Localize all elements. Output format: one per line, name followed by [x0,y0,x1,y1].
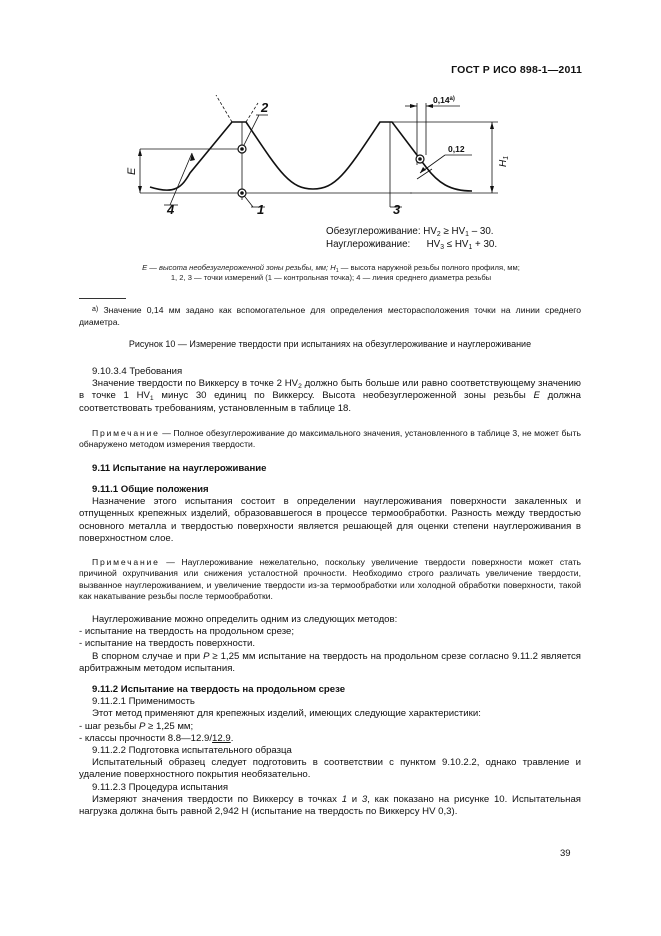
subsection-heading: 9.11.1 Общие положения [92,484,209,495]
thread-profile-figure [120,95,520,220]
label-dim-012: 0,12 [448,144,465,154]
page-header: ГОСТ Р ИСО 898-1—2011 [451,64,582,76]
list-item: - испытание на твердость на продольном срезе; [79,626,295,638]
subsection-heading: 9.11.2 Испытание на твердость на продольном срезе [92,684,346,695]
section-heading-9-11: 9.11 Испытание на науглероживание [92,463,267,474]
methods-block: Науглероживание можно определить одним из следующих методов: - испытание на твердость на продольном срезе; - испытание на твердость поверхности. В спорном случае и при P ≥ 1,25 мм испытание на твердость на продольном срезе согласно 9.11.2 является арбитражным методом испытания. [79,614,581,674]
section-heading: 9.10.3.4 Требования [92,366,183,377]
label-dim-014: $0,14^{а)}$ [433,95,455,105]
page-number: 39 [560,848,571,859]
figure-legend: E — высота необезуглероженной зоны резьбы, мм; $H_1$ — высота наружной резьбы полного профиля, мм; 1, 2, 3 — точки измерений (1 — контрольная точка); 4 — линия среднего диаметра резьбы [142,263,520,282]
list-item: - классы прочности 8.8—12.9/12.9. [79,732,234,744]
note-decarburization: Примечание — Полное обезуглероживание до максимального значения, установленного в таблице 3, не может быть обнаружено методом измерения твердости. [79,428,581,450]
paragraph: Назначение этого испытания состоит в определении науглероживания поверхности закаленных и отпущенных крепежных изделий, образовавшегося в процессе термообработки. Разность между твердостью основного металла и твердостью поверхности является решающей для оценки степени науглероживания в поверхностном слое. [79,496,581,544]
label-e: E [126,167,138,175]
section-9-11-2: 9.11.2 Испытание на твердость на продольном срезе 9.11.2.1 Применимость Этот метод применяют для крепежных изделий, имеющих следующие характеристики: - шаг резьбы P ≥ 1,25 мм; - классы прочности 8.8—12.9/12.9. 9.11.2.2 Подготовка испытательного образца Испытательный образец следует подготовить в соответствии с пунктом 9.10.2.2, однако травление и удаление поверхностного покрытия необязательно. 9.11.2.3 Процедура испытания Измеряют значения твердости по Виккерсу в точках 1 и 3, как показано на рисунке 10. Испытательная нагрузка должна быть равной 2,942 Н (испытание на твердость по Виккерсу HV 0,3). [79,684,581,818]
footnote-separator [79,298,126,299]
paragraph: Значение твердости по Виккерсу в точке 2 $HV_2$ должно быть больше или равно соответствующему значению в точке 1 $HV_1$ минус 30 единиц по Виккерсу. Высота необезуглероженной зоны резьбы E должна соответствовать требованиям, установленным в таблице 18. [79,378,582,414]
list-item: - шаг резьбы P ≥ 1,25 мм; [79,720,194,732]
footnote: $^{а)}$ Значение 0,14 мм задано как вспомогательное для определения месторасположения точки на линии среднего диаметра. [79,305,581,327]
label-3: 3 [393,202,401,217]
label-2: 2 [261,100,269,115]
formula-carburization: Науглероживание: $HV_3 \le HV_1 + 30$. [326,239,498,251]
note-carburization: Примечание — Науглероживание нежелательно, поскольку увеличение твердости поверхности может стать причиной охрупчивания или снижения усталостной прочности. Необходимо строго различать увеличение твердости, вызванное науглероживанием, и увеличение твердости из-за термообработки или холодной обработки поверхности, такой как накатывание резьбы после термообработки. [79,557,581,602]
list-item: - испытание на твердость поверхности. [79,638,256,650]
section-9-11-1 [79,484,581,545]
label-4: 4 [167,202,175,217]
section-9-10-3-4 [79,366,581,415]
label-h1: $H_1$ [498,155,510,167]
figure-caption: Рисунок 10 — Измерение твердости при испытаниях на обезуглероживание и науглероживание [128,339,532,349]
formula-decarburization: Обезуглероживание: $HV_2 \ge HV_1 - 30$. [326,226,494,238]
paragraph: В спорном случае и при P ≥ 1,25 мм испытание на твердость на продольном срезе согласно 9.11.2 является арбитражным методом испытания. [79,650,581,674]
label-1: 1 [257,202,265,217]
